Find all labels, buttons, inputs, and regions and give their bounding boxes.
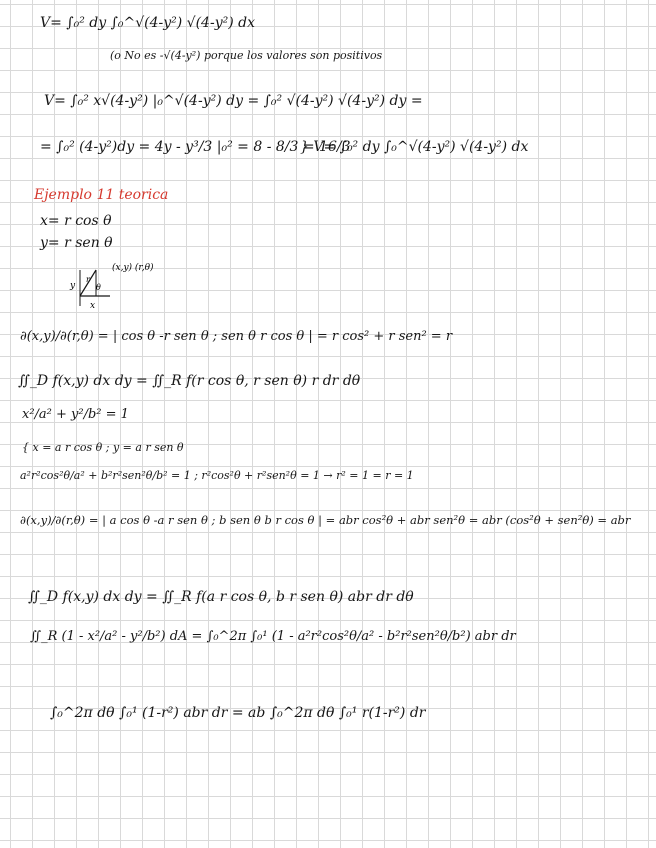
line-change-variables-ellipse: ∬_D f(x,y) dx dy = ∬_R f(a r cos θ, b r sen θ) abr dr dθ: [28, 589, 414, 605]
line-volume-result: = ∫₀² (4-y²)dy = 4y - y³/3 |₀² = 8 - 8/3 = 16/3: [40, 139, 351, 155]
section-heading: Ejemplo 11 teorica: [34, 187, 169, 203]
line-ellipse-substitution: a²r²cos²θ/a² + b²r²sen²θ/b² = 1 ; r²cos²θ + r²sen²θ = 1 → r² = 1 = r = 1: [20, 469, 414, 482]
line-volume-integral: V= ∫₀² dy ∫₀^√(4-y²) √(4-y²) dx: [40, 15, 255, 31]
line-volume-step: V= ∫₀² x√(4-y²) |₀^√(4-y²) dy = ∫₀² √(4-y²) √(4-y²) dy =: [44, 93, 423, 109]
r-label: r: [86, 275, 90, 284]
line-volume-bracket: } V= ∫₀² dy ∫₀^√(4-y²) √(4-y²) dx: [300, 139, 529, 155]
y-label: y: [70, 281, 76, 291]
theta-label: θ: [96, 283, 101, 292]
line-jacobian-ellipse: ∂(x,y)/∂(r,θ) = | a cos θ -a r sen θ ; b sen θ b r cos θ | = abr cos²θ + abr sen²θ = abr (cos²θ + sen²θ) = abr: [20, 513, 631, 527]
line-ellipsoid-volume: ∬_R (1 - x²/a² - y²/b²) dA = ∫₀^2π ∫₀¹ (1 - a²r²cos²θ/a² - b²r²sen²θ/b²) abr dr: [30, 629, 516, 644]
point-label: (x,y) (r,θ): [112, 263, 154, 273]
line-ellipse-param: { x = a r cos θ ; y = a r sen θ: [22, 441, 184, 454]
line-separated-integral: ∫₀^2π dθ ∫₀¹ (1-r²) abr dr = ab ∫₀^2π dθ ∫₀¹ r(1-r²) dr: [50, 705, 426, 721]
line-note-positive: (o No es -√(4-y²) porque los valores son positivos: [110, 49, 383, 62]
line-jacobian-polar: ∂(x,y)/∂(r,θ) = | cos θ -r sen θ ; sen θ r cos θ | = r cos² + r sen² = r: [20, 329, 453, 344]
x-label: x: [90, 301, 96, 311]
line-change-variables-polar: ∬_D f(x,y) dx dy = ∬_R f(r cos θ, r sen θ) r dr dθ: [18, 373, 361, 389]
polar-sketch: [60, 256, 180, 316]
line-ellipse: x²/a² + y²/b² = 1: [22, 407, 129, 422]
line-y-polar: y= r sen θ: [40, 235, 113, 251]
line-x-polar: x= r cos θ: [40, 213, 112, 229]
